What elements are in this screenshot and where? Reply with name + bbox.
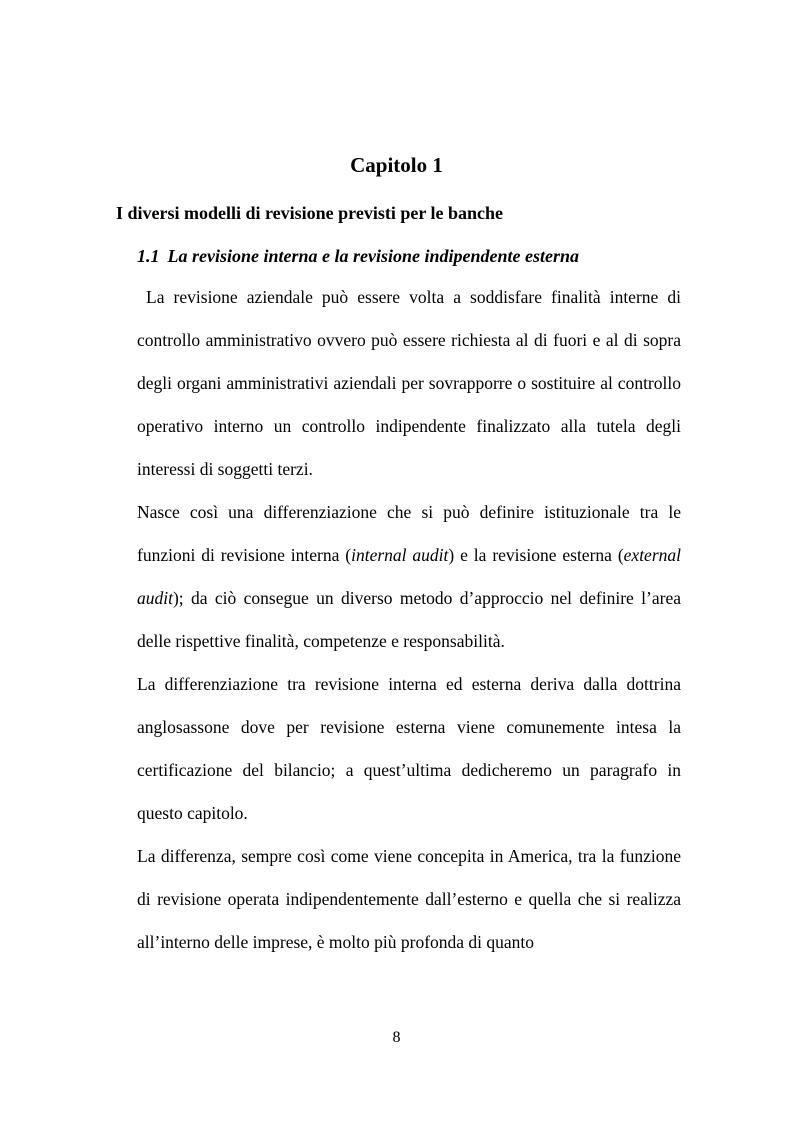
chapter-title: Capitolo 1: [350, 153, 443, 177]
paragraph-2: [137, 491, 681, 663]
subsection-heading: [137, 242, 579, 270]
paragraph-1: La revisione aziendale può essere volta a soddisfare finalità interne di controllo amministrativo ovvero può essere richiesta al di fuori e al di sopra degli organi amministrativi aziendali per sovrapporre o sostituire al controllo operativo interno un controllo indipendente finalizzato alla tutela degli interessi di soggetti terzi.: [137, 287, 681, 479]
paragraph-3: La differenziazione tra revisione interna ed esterna deriva dalla dottrina anglosassone dove per revisione esterna viene comunemente intesa la certificazione del bilancio; a quest’ultima dedicheremo un paragrafo in questo capitolo.: [137, 674, 681, 823]
page-number: 8: [392, 1029, 401, 1046]
paragraph-2-part-3: ); da ciò consegue un diverso metodo d’approccio nel definire l’area delle rispettive finalità, competenze e responsabilità.: [137, 588, 681, 651]
term-internal-audit: internal audit: [351, 545, 449, 565]
subsection-title: La revisione interna e la revisione indipendente esterna: [167, 246, 579, 266]
section-heading: I diversi modelli di revisione previsti per le banche: [116, 203, 503, 223]
paragraph-2-part-2: ) e la revisione esterna (: [448, 545, 624, 565]
subsection-number: 1.1: [137, 246, 160, 266]
body-text: [137, 276, 681, 964]
paragraph-4: La differenza, sempre così come viene concepita in America, tra la funzione di revisione operata indipendentemente dall’esterno e quella che si realizza all’interno delle imprese, è molto più profonda di quanto: [137, 846, 681, 952]
term-external-audit: external audit: [137, 545, 681, 608]
paragraph-2-part-1: Nasce così una differenziazione che si può definire istituzionale tra le funzioni di revisione interna (: [137, 502, 681, 565]
